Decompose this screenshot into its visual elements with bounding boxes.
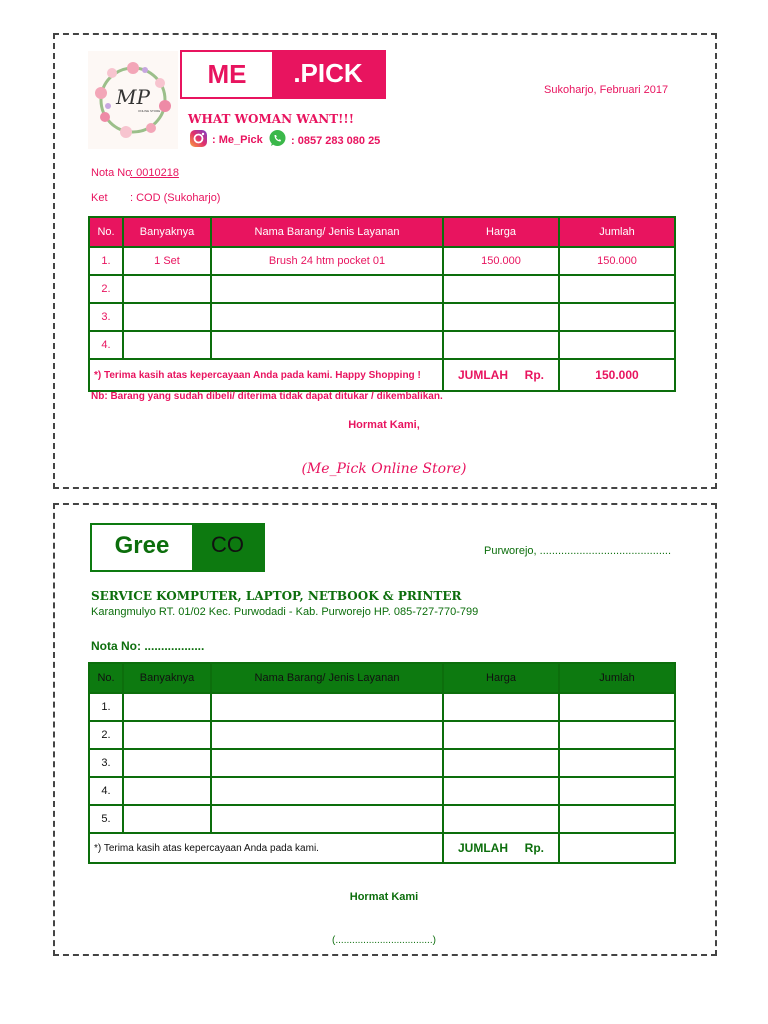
table-row (89, 749, 675, 777)
header-jumlah: Jumlah (559, 663, 675, 693)
header-banyaknya: Banyaknya (123, 217, 211, 247)
cell: 150.000 (443, 247, 559, 275)
cell (559, 275, 675, 303)
thanks-note: *) Terima kasih atas kepercayaan Anda pada kami. (89, 833, 443, 863)
cell (123, 777, 211, 805)
cell (443, 805, 559, 833)
logo-subtext: ONLINE STORE (138, 109, 161, 113)
nota-label: Nota No (91, 167, 132, 179)
table-footer (89, 833, 675, 863)
cell: 3. (89, 749, 123, 777)
floral-logo (88, 51, 178, 149)
regards: Hormat Kami (349, 891, 419, 903)
signature: (Me_Pick Online Store) (301, 461, 467, 477)
table-row (89, 805, 675, 833)
header-harga: Harga (443, 663, 559, 693)
items-table (88, 216, 676, 392)
cell (211, 721, 443, 749)
tagline: WHAT WOMAN WANT!!! (188, 112, 354, 126)
cell: 150.000 (559, 247, 675, 275)
total-label: JUMLAH Rp. (443, 359, 559, 391)
cell: 1. (89, 693, 123, 721)
service-title: SERVICE KOMPUTER, LAPTOP, NETBOOK & PRINTER (91, 589, 462, 603)
cell: 5. (89, 805, 123, 833)
cell (211, 777, 443, 805)
items-table (88, 662, 676, 864)
return-note: Nb: Barang yang sudah dibeli/ diterima tidak dapat ditukar / dikembalikan. (91, 391, 443, 402)
regards: Hormat Kami, (348, 419, 420, 431)
cell (123, 749, 211, 777)
table-row (89, 247, 675, 275)
cell: 4. (89, 777, 123, 805)
nota-number: Nota No: .................. (91, 639, 205, 653)
cell: Brush 24 htm pocket 01 (211, 247, 443, 275)
cell (211, 693, 443, 721)
cell (443, 693, 559, 721)
total-label: JUMLAH Rp. (443, 833, 559, 863)
address: Karangmulyo RT. 01/02 Kec. Purwodadi - Kab. Purworejo HP. 085-727-770-799 (91, 606, 479, 618)
cell (123, 275, 211, 303)
invoice-place: Purworejo, ........................................... (484, 545, 672, 557)
cell (123, 805, 211, 833)
header-jumlah: Jumlah (559, 217, 675, 247)
signature: (...................................) (332, 935, 436, 946)
table-row (89, 331, 675, 359)
cell (123, 303, 211, 331)
cell (443, 749, 559, 777)
cell (559, 693, 675, 721)
cell (559, 331, 675, 359)
cell: 4. (89, 331, 123, 359)
logo-right (192, 525, 263, 570)
cell (443, 777, 559, 805)
table-row (89, 303, 675, 331)
header-nama-barang: Nama Barang/ Jenis Layanan (211, 663, 443, 693)
cell (443, 303, 559, 331)
cell (211, 749, 443, 777)
table-header (89, 663, 675, 693)
cell: 3. (89, 303, 123, 331)
cell (123, 693, 211, 721)
instagram-icon (189, 129, 208, 148)
logo-monogram: MP (116, 85, 150, 109)
cell (211, 275, 443, 303)
brand-right: .PICK (272, 52, 384, 97)
logo-right-text: CO (211, 532, 244, 557)
total-value (559, 833, 675, 863)
table-row (89, 721, 675, 749)
cell (443, 331, 559, 359)
cell: 1 Set (123, 247, 211, 275)
ket-label: Ket (91, 192, 108, 204)
table-row (89, 275, 675, 303)
cell (559, 749, 675, 777)
instagram-handle: : Me_Pick (212, 134, 263, 146)
cell (211, 303, 443, 331)
table-footer (89, 359, 675, 391)
cell (211, 331, 443, 359)
header-nama-barang: Nama Barang/ Jenis Layanan (211, 217, 443, 247)
cell: 2. (89, 275, 123, 303)
logo-left: Gree (114, 532, 170, 559)
total-value: 150.000 (559, 359, 675, 391)
cell (443, 275, 559, 303)
ket-value: : COD (Sukoharjo) (130, 192, 221, 204)
brand-box (180, 50, 386, 99)
cell (559, 303, 675, 331)
cell (211, 805, 443, 833)
invoice-date: Sukoharjo, Februari 2017 (544, 84, 669, 96)
table-header (89, 217, 675, 247)
whatsapp-icon (268, 129, 287, 148)
cell (559, 721, 675, 749)
thanks-note: *) Terima kasih atas kepercayaan Anda pada kami. Happy Shopping ! (89, 359, 443, 391)
nota-value: : 0010218 (130, 167, 179, 179)
cell (559, 777, 675, 805)
cell (123, 721, 211, 749)
header-no: No. (89, 663, 123, 693)
header-banyaknya: Banyaknya (123, 663, 211, 693)
table-row (89, 693, 675, 721)
table-row (89, 777, 675, 805)
cell (559, 805, 675, 833)
header-harga: Harga (443, 217, 559, 247)
cell (443, 721, 559, 749)
cell: 2. (89, 721, 123, 749)
cell: 1. (89, 247, 123, 275)
cell (123, 331, 211, 359)
whatsapp-number: : 0857 283 080 25 (291, 135, 381, 147)
greenco-logo (90, 523, 265, 572)
header-no: No. (89, 217, 123, 247)
brand-left: ME (207, 59, 247, 89)
